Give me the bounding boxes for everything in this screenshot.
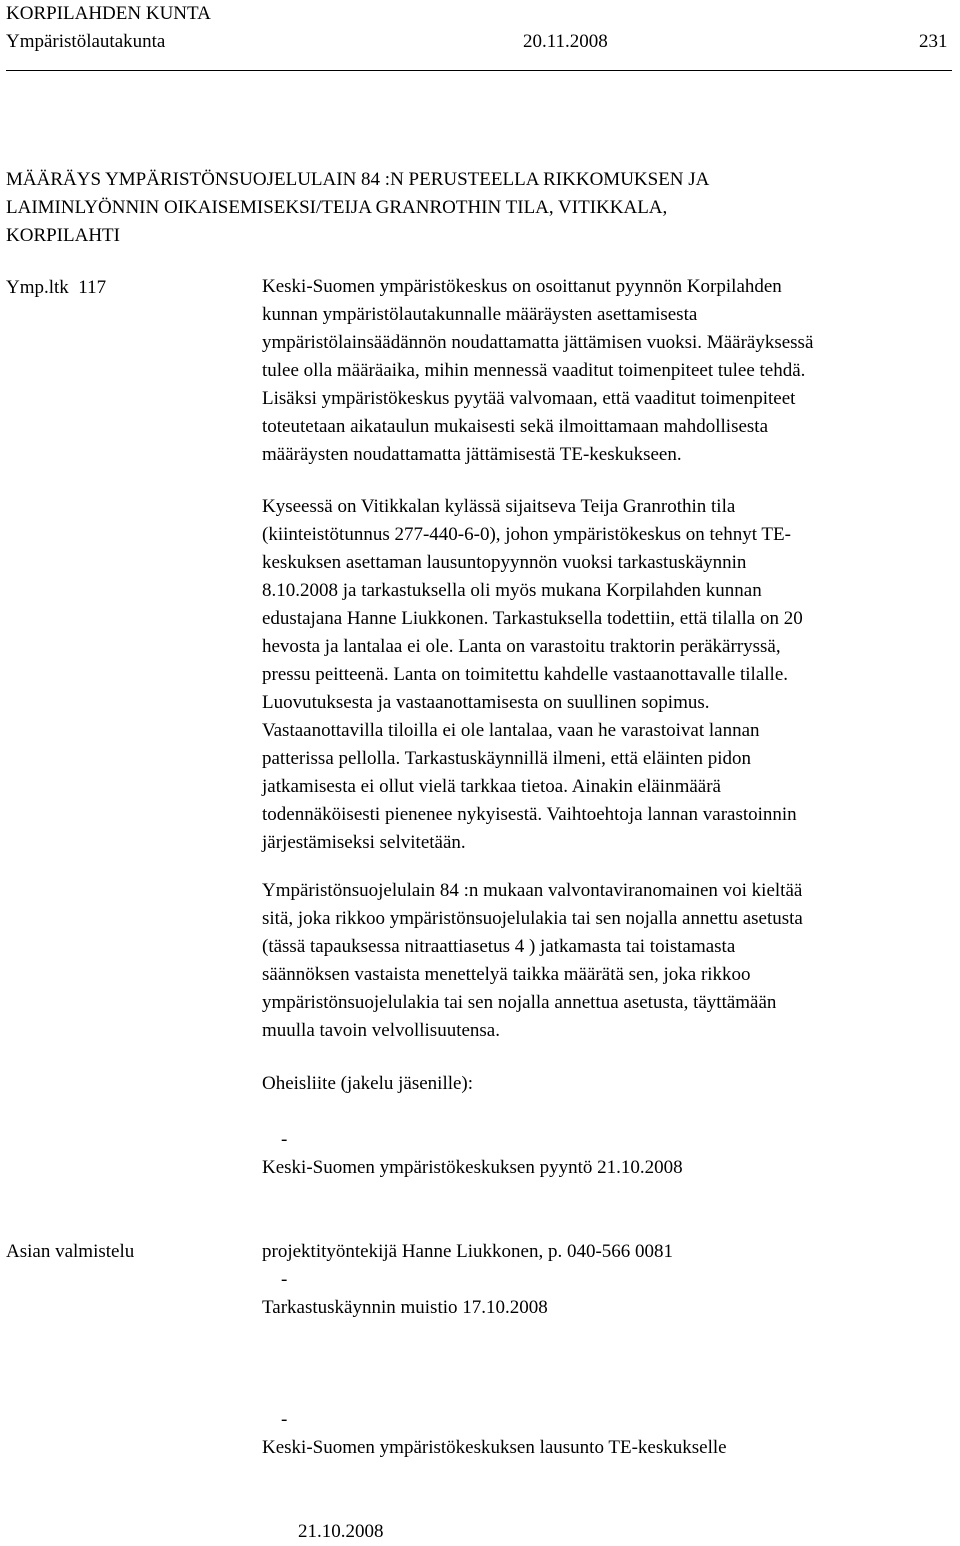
text-line: Ympäristönsuojelulain 84 :n mukaan valvontaviranomainen voi kieltää <box>262 880 803 901</box>
text-line: (tässä tapauksessa nitraattiasetus 4 ) jatkamasta tai toistamasta <box>262 936 736 957</box>
text-line: jatkamisesta ei ollut vielä tarkkaa tietoa. Ainakin eläinmäärä <box>262 776 721 797</box>
document-title <box>6 166 956 250</box>
meeting-date: 20.11.2008 <box>523 31 608 52</box>
attachment-item <box>262 1098 956 1238</box>
text-line: kunnan ympäristölautakunnalle määräysten asettamisesta <box>262 304 698 325</box>
text-line: 8.10.2008 ja tarkastuksella oli myös mukana Korpilahden kunnan <box>262 580 762 601</box>
text-line: edustajana Hanne Liukkonen. Tarkastuksella todettiin, että tilalla on 20 <box>262 608 803 629</box>
text-line: sitä, joka rikkoo ympäristönsuojelulakia tai sen nojalla annettu asetusta <box>262 908 803 929</box>
paragraph-law <box>262 877 956 1045</box>
attachment-text: Keski-Suomen ympäristökeskuksen pyyntö 21.10.2008 <box>262 1157 683 1178</box>
header-rule <box>6 70 952 71</box>
text-line: ympäristönsuojelulakia tai sen nojalla annettua asetusta, täyttämään <box>262 992 777 1013</box>
text-line: patterissa pellolla. Tarkastuskäynnillä ilmeni, että eläinten pidon <box>262 748 752 769</box>
list-dash: - <box>281 1269 288 1290</box>
text-line: Kyseessä on Vitikkalan kylässä sijaitseva Teija Granrothin tila <box>262 496 736 517</box>
text-line: (kiinteistötunnus 277-440-6-0), johon ympäristökeskus on tehnyt TE- <box>262 524 791 545</box>
preparer-value: projektityöntekijä Hanne Liukkonen, p. 040-566 0081 <box>262 1241 674 1262</box>
list-dash: - <box>281 1129 288 1150</box>
attachments <box>262 1070 956 1546</box>
list-dash: - <box>281 1409 288 1430</box>
attachments-heading: Oheisliite (jakelu jäsenille): <box>262 1073 474 1094</box>
text-line: tulee olla määräaika, mihin mennessä vaaditut toimenpiteet tulee tehdä. <box>262 360 806 381</box>
attachment-text: Keski-Suomen ympäristökeskuksen lausunto TE-keskukselle <box>262 1437 727 1458</box>
text-line: Vastaanottavilla tiloilla ei ole lantalaa, vaan he varastoivat lannan <box>262 720 760 741</box>
attachment-text-continuation: 21.10.2008 <box>298 1521 384 1542</box>
committee-name: Ympäristölautakunta <box>6 31 166 52</box>
attachment-item <box>262 1378 956 1518</box>
text-line: määräysten noudattamatta jättämisestä TE-keskukseen. <box>262 444 682 465</box>
text-line: Luovutuksesta ja vastaanottamisesta on suullinen sopimus. <box>262 692 710 713</box>
text-line: Lisäksi ympäristökeskus pyytää valvomaan, että vaaditut toimenpiteet <box>262 388 796 409</box>
text-line: todennäköisesti pienenee nykyisestä. Vaihtoehtoja lannan varastoinnin <box>262 804 797 825</box>
text-line: pressu peitteenä. Lanta on toimitettu kahdelle vastaanottavalle tilalle. <box>262 664 789 685</box>
paragraph-request <box>262 273 956 469</box>
attachment-text: Tarkastuskäynnin muistio 17.10.2008 <box>262 1297 548 1318</box>
text-line: ympäristölainsäädännön noudattamatta jättämisen vuoksi. Määräyksessä <box>262 332 814 353</box>
text-line: hevosta ja lantalaa ei ole. Lanta on varastoitu traktorin peräkärryssä, <box>262 636 781 657</box>
title-line: LAIMINLYÖNNIN OIKAISEMISEKSI/TEIJA GRANROTHIN TILA, VITIKKALA, <box>6 197 668 218</box>
title-line: KORPILAHTI <box>6 225 120 246</box>
text-line: Keski-Suomen ympäristökeskus on osoittanut pyynnön Korpilahden <box>262 276 782 297</box>
text-line: muulla tavoin velvollisuutensa. <box>262 1020 500 1041</box>
paragraph-inspection <box>262 493 956 857</box>
organization-name: KORPILAHDEN KUNTA <box>6 3 211 24</box>
title-line: MÄÄRÄYS YMPÄRISTÖNSUOJELULAIN 84 :N PERUSTEELLA RIKKOMUKSEN JA <box>6 169 710 190</box>
page-number: 231 <box>919 31 948 52</box>
text-line: järjestämiseksi selvitetään. <box>262 832 466 853</box>
section-label: Ymp.ltk 117 <box>6 277 107 298</box>
preparer-label: Asian valmistelu <box>6 1241 135 1262</box>
text-line: keskuksen asettaman lausuntopyynnön vuoksi tarkastuskäynnin <box>262 552 747 573</box>
text-line: säännöksen vastaista menettelyä taikka määrätä sen, joka rikkoo <box>262 964 751 985</box>
text-line: toteutetaan aikataulun mukaisesti sekä ilmoittamaan mahdollisesta <box>262 416 768 437</box>
